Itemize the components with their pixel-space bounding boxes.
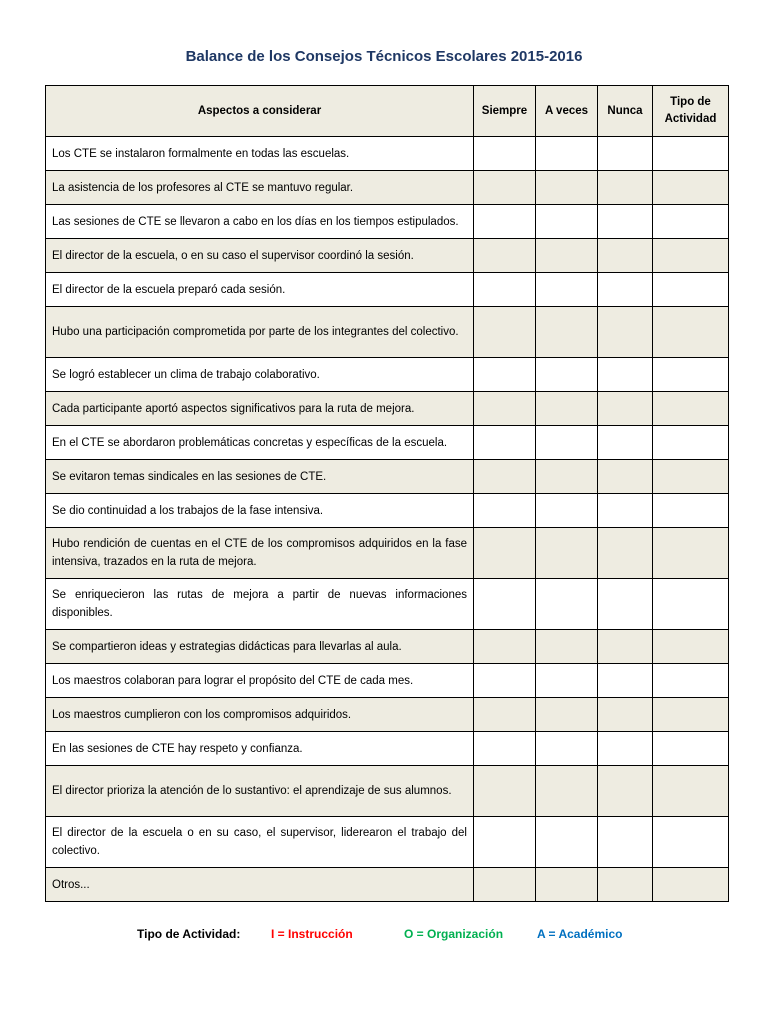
answer-cell-siempre[interactable] <box>474 732 536 766</box>
answer-cell-tipo-actividad[interactable] <box>653 307 729 358</box>
answer-cell-siempre[interactable] <box>474 698 536 732</box>
answer-cell-siempre[interactable] <box>474 205 536 239</box>
answer-cell-nunca[interactable] <box>598 630 653 664</box>
aspect-cell: Se compartieron ideas y estrategias didácticas para llevarlas al aula. <box>46 630 474 664</box>
table-row <box>46 307 729 358</box>
answer-cell-siempre[interactable] <box>474 766 536 817</box>
aspect-cell: Los maestros colaboran para lograr el propósito del CTE de cada mes. <box>46 664 474 698</box>
table-header-row <box>46 86 729 137</box>
aspect-cell: En las sesiones de CTE hay respeto y confianza. <box>46 732 474 766</box>
answer-cell-nunca[interactable] <box>598 426 653 460</box>
answer-cell-siempre[interactable] <box>474 307 536 358</box>
answer-cell-a-veces[interactable] <box>536 239 598 273</box>
table-row <box>46 392 729 426</box>
table-row <box>46 426 729 460</box>
aspect-cell: El director de la escuela preparó cada sesión. <box>46 273 474 307</box>
answer-cell-a-veces[interactable] <box>536 732 598 766</box>
header-tipo-actividad <box>653 86 729 137</box>
aspect-cell: En el CTE se abordaron problemáticas concretas y específicas de la escuela. <box>46 426 474 460</box>
answer-cell-tipo-actividad[interactable] <box>653 868 729 902</box>
answer-cell-siempre[interactable] <box>474 460 536 494</box>
answer-cell-siempre[interactable] <box>474 239 536 273</box>
answer-cell-tipo-actividad[interactable] <box>653 426 729 460</box>
evaluation-table <box>45 85 729 902</box>
table-row <box>46 460 729 494</box>
header-tipo-line2: Actividad <box>664 113 717 125</box>
legend-instruccion: I = Instrucción <box>271 927 353 941</box>
answer-cell-nunca[interactable] <box>598 171 653 205</box>
answer-cell-a-veces[interactable] <box>536 664 598 698</box>
aspect-cell: Se dio continuidad a los trabajos de la fase intensiva. <box>46 494 474 528</box>
header-nunca: Nunca <box>598 86 653 137</box>
answer-cell-siempre[interactable] <box>474 494 536 528</box>
answer-cell-a-veces[interactable] <box>536 698 598 732</box>
answer-cell-tipo-actividad[interactable] <box>653 630 729 664</box>
answer-cell-tipo-actividad[interactable] <box>653 273 729 307</box>
answer-cell-tipo-actividad[interactable] <box>653 817 729 868</box>
answer-cell-tipo-actividad[interactable] <box>653 171 729 205</box>
answer-cell-siempre[interactable] <box>474 358 536 392</box>
answer-cell-a-veces[interactable] <box>536 579 598 630</box>
table-row <box>46 630 729 664</box>
answer-cell-tipo-actividad[interactable] <box>653 494 729 528</box>
answer-cell-a-veces[interactable] <box>536 460 598 494</box>
answer-cell-tipo-actividad[interactable] <box>653 664 729 698</box>
answer-cell-siempre[interactable] <box>474 392 536 426</box>
answer-cell-siempre[interactable] <box>474 171 536 205</box>
answer-cell-nunca[interactable] <box>598 307 653 358</box>
answer-cell-tipo-actividad[interactable] <box>653 766 729 817</box>
answer-cell-a-veces[interactable] <box>536 273 598 307</box>
answer-cell-nunca[interactable] <box>598 732 653 766</box>
answer-cell-siempre[interactable] <box>474 630 536 664</box>
answer-cell-nunca[interactable] <box>598 817 653 868</box>
answer-cell-tipo-actividad[interactable] <box>653 698 729 732</box>
answer-cell-siempre[interactable] <box>474 426 536 460</box>
legend-organizacion: O = Organización <box>404 927 504 941</box>
answer-cell-nunca[interactable] <box>598 766 653 817</box>
table-row <box>46 528 729 579</box>
aspect-cell: Cada participante aportó aspectos significativos para la ruta de mejora. <box>46 392 474 426</box>
aspect-cell: Otros... <box>46 868 474 902</box>
answer-cell-a-veces[interactable] <box>536 630 598 664</box>
aspect-cell: Se evitaron temas sindicales en las sesiones de CTE. <box>46 460 474 494</box>
table-row <box>46 273 729 307</box>
answer-cell-nunca[interactable] <box>598 494 653 528</box>
answer-cell-nunca[interactable] <box>598 137 653 171</box>
answer-cell-tipo-actividad[interactable] <box>653 239 729 273</box>
aspect-cell: Las sesiones de CTE se llevaron a cabo en los días en los tiempos estipulados. <box>46 205 474 239</box>
aspect-cell: La asistencia de los profesores al CTE se mantuvo regular. <box>46 171 474 205</box>
answer-cell-nunca[interactable] <box>598 664 653 698</box>
answer-cell-nunca[interactable] <box>598 460 653 494</box>
table-row <box>46 239 729 273</box>
answer-cell-siempre[interactable] <box>474 579 536 630</box>
answer-cell-tipo-actividad[interactable] <box>653 528 729 579</box>
table-row <box>46 171 729 205</box>
answer-cell-siempre[interactable] <box>474 817 536 868</box>
answer-cell-tipo-actividad[interactable] <box>653 732 729 766</box>
answer-cell-tipo-actividad[interactable] <box>653 137 729 171</box>
answer-cell-a-veces[interactable] <box>536 205 598 239</box>
answer-cell-a-veces[interactable] <box>536 307 598 358</box>
header-tipo-line1: Tipo de <box>670 96 711 108</box>
answer-cell-a-veces[interactable] <box>536 528 598 579</box>
legend-label: Tipo de Actividad: <box>137 927 241 941</box>
table-row <box>46 579 729 630</box>
answer-cell-nunca[interactable] <box>598 239 653 273</box>
answer-cell-tipo-actividad[interactable] <box>653 205 729 239</box>
table-row <box>46 766 729 817</box>
answer-cell-a-veces[interactable] <box>536 392 598 426</box>
answer-cell-siempre[interactable] <box>474 868 536 902</box>
answer-cell-siempre[interactable] <box>474 273 536 307</box>
answer-cell-nunca[interactable] <box>598 392 653 426</box>
legend-academico: A = Académico <box>537 927 623 941</box>
answer-cell-a-veces[interactable] <box>536 817 598 868</box>
answer-cell-a-veces[interactable] <box>536 868 598 902</box>
document-title: Balance de los Consejos Técnicos Escolares 2015-2016 <box>185 48 583 65</box>
answer-cell-a-veces[interactable] <box>536 358 598 392</box>
header-aspectos: Aspectos a considerar <box>46 86 474 137</box>
answer-cell-tipo-actividad[interactable] <box>653 392 729 426</box>
answer-cell-nunca[interactable] <box>598 579 653 630</box>
aspect-cell: Los maestros cumplieron con los compromisos adquiridos. <box>46 698 474 732</box>
aspect-cell: Se logró establecer un clima de trabajo colaborativo. <box>46 358 474 392</box>
answer-cell-tipo-actividad[interactable] <box>653 579 729 630</box>
answer-cell-nunca[interactable] <box>598 205 653 239</box>
answer-cell-nunca[interactable] <box>598 358 653 392</box>
answer-cell-nunca[interactable] <box>598 868 653 902</box>
answer-cell-tipo-actividad[interactable] <box>653 358 729 392</box>
aspect-cell: El director prioriza la atención de lo sustantivo: el aprendizaje de sus alumnos. <box>46 766 474 817</box>
answer-cell-nunca[interactable] <box>598 528 653 579</box>
table-row <box>46 664 729 698</box>
aspect-cell: El director de la escuela, o en su caso el supervisor coordinó la sesión. <box>46 239 474 273</box>
aspect-cell: Hubo una participación comprometida por parte de los integrantes del colectivo. <box>46 307 474 358</box>
answer-cell-a-veces[interactable] <box>536 494 598 528</box>
table-row <box>46 358 729 392</box>
table-row <box>46 494 729 528</box>
answer-cell-a-veces[interactable] <box>536 171 598 205</box>
table-row <box>46 698 729 732</box>
answer-cell-siempre[interactable] <box>474 528 536 579</box>
table-row <box>46 868 729 902</box>
header-a-veces: A veces <box>536 86 598 137</box>
table-row <box>46 817 729 868</box>
answer-cell-a-veces[interactable] <box>536 426 598 460</box>
table-row <box>46 732 729 766</box>
answer-cell-siempre[interactable] <box>474 137 536 171</box>
aspect-cell: Los CTE se instalaron formalmente en todas las escuelas. <box>46 137 474 171</box>
aspect-cell: Hubo rendición de cuentas en el CTE de los compromisos adquiridos en la fase intensiva, trazados en la ruta de mejora. <box>46 528 474 579</box>
header-siempre: Siempre <box>474 86 536 137</box>
aspect-cell: Se enriquecieron las rutas de mejora a partir de nuevas informaciones disponibles. <box>46 579 474 630</box>
answer-cell-nunca[interactable] <box>598 698 653 732</box>
aspect-cell: El director de la escuela o en su caso, el supervisor, liderearon el trabajo del colectivo. <box>46 817 474 868</box>
table-row <box>46 205 729 239</box>
answer-cell-a-veces[interactable] <box>536 766 598 817</box>
answer-cell-tipo-actividad[interactable] <box>653 460 729 494</box>
table-row <box>46 137 729 171</box>
answer-cell-nunca[interactable] <box>598 273 653 307</box>
answer-cell-a-veces[interactable] <box>536 137 598 171</box>
answer-cell-siempre[interactable] <box>474 664 536 698</box>
